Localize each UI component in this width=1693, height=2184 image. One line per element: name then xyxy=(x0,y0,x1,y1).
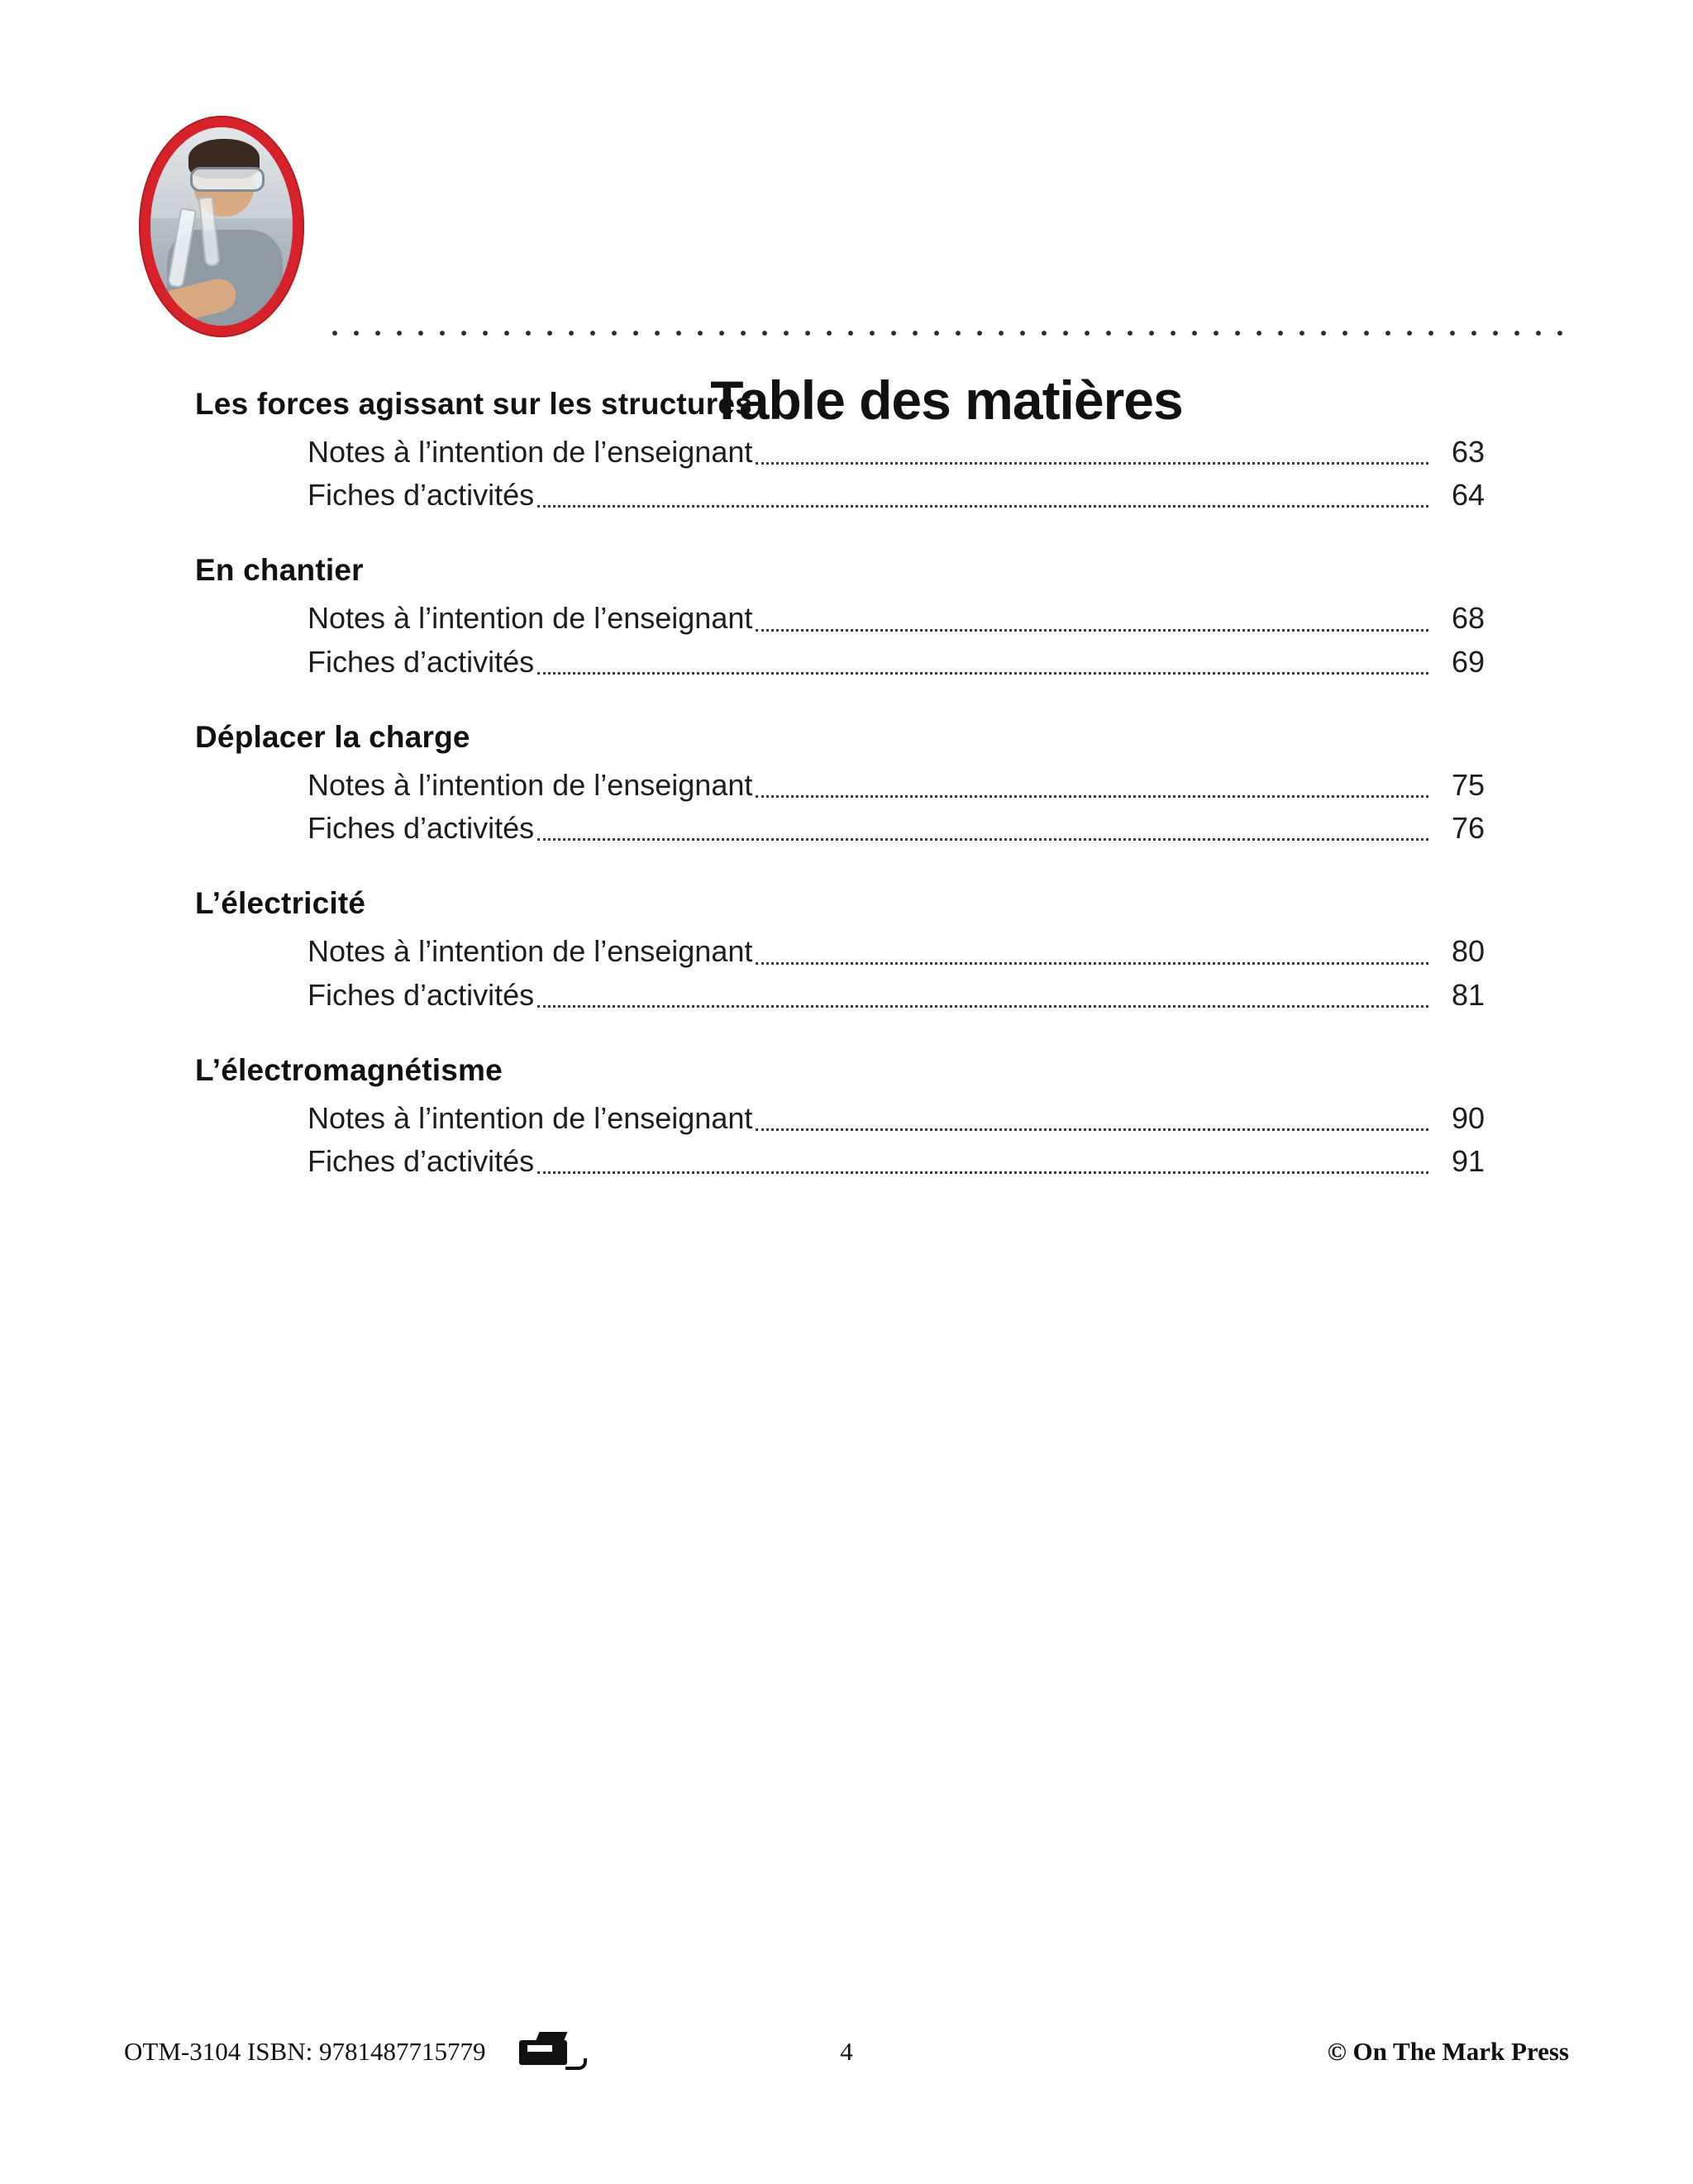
toc-section-title: En chantier xyxy=(195,553,364,588)
avatar xyxy=(139,116,304,337)
header-dotted-rule xyxy=(324,329,1569,337)
toc-section xyxy=(195,886,1485,1014)
toc-leader-dots xyxy=(756,629,1428,632)
toc-leader-dots xyxy=(537,505,1428,508)
toc-entry[interactable] xyxy=(308,1142,1485,1181)
toc-entry[interactable] xyxy=(308,432,1485,472)
footer-copyright: © On The Mark Press xyxy=(1327,2037,1569,2066)
toc-entry-label: Notes à l’intention de l’enseignant xyxy=(308,601,753,636)
toc-entry-label: Notes à l’intention de l’enseignant xyxy=(308,1100,753,1135)
toc-entry[interactable] xyxy=(308,642,1485,682)
toc-leader-dots xyxy=(756,795,1428,798)
table-of-contents xyxy=(195,387,1485,1185)
toc-section-title: L’électromagnétisme xyxy=(195,1052,503,1087)
toc-section-title: Déplacer la charge xyxy=(195,719,470,754)
toc-entry-label: Fiches d’activités xyxy=(308,811,535,846)
toc-section xyxy=(195,387,1485,515)
toc-entry-page: 81 xyxy=(1451,977,1485,1012)
safety-goggles-icon xyxy=(190,167,265,192)
toc-entry[interactable] xyxy=(308,1099,1485,1138)
toc-leader-dots xyxy=(756,962,1428,965)
page-footer xyxy=(0,2029,1693,2078)
toc-leader-dots xyxy=(756,462,1428,465)
toc-entry-label: Fiches d’activités xyxy=(308,644,535,679)
toc-entry-label: Notes à l’intention de l’enseignant xyxy=(308,435,753,469)
toc-entry-label: Notes à l’intention de l’enseignant xyxy=(308,934,753,969)
toc-leader-dots xyxy=(756,1128,1428,1131)
toc-entry[interactable] xyxy=(308,975,1485,1015)
toc-entry[interactable] xyxy=(308,765,1485,805)
toc-section xyxy=(195,553,1485,681)
toc-entry-page: 64 xyxy=(1451,478,1485,513)
toc-entry-label: Fiches d’activités xyxy=(308,1144,535,1179)
toc-section-title: L’électricité xyxy=(195,886,366,921)
toc-leader-dots xyxy=(537,1171,1428,1174)
toc-entry[interactable] xyxy=(308,598,1485,638)
toc-entry-page: 80 xyxy=(1451,934,1485,969)
toc-section-title: Les forces agissant sur les structures xyxy=(195,387,752,421)
toc-entry-page: 68 xyxy=(1451,601,1485,636)
toc-entry-page: 75 xyxy=(1451,767,1485,802)
toc-entry[interactable] xyxy=(308,932,1485,971)
toc-entry-page: 69 xyxy=(1451,644,1485,679)
toc-section xyxy=(195,720,1485,848)
toc-entry-page: 90 xyxy=(1451,1100,1485,1135)
toc-entry-page: 91 xyxy=(1451,1144,1485,1179)
page-number: 4 xyxy=(840,2037,853,2066)
footer-isbn: OTM-3104 ISBN: 9781487715779 xyxy=(124,2037,486,2066)
student-science-photo xyxy=(150,127,293,326)
toc-entry[interactable] xyxy=(308,475,1485,515)
toc-leader-dots xyxy=(537,838,1428,841)
toc-entry-label: Fiches d’activités xyxy=(308,478,535,513)
toc-entry-label: Fiches d’activités xyxy=(308,977,535,1012)
toc-entry-page: 63 xyxy=(1451,435,1485,469)
toc-section xyxy=(195,1053,1485,1181)
toc-leader-dots xyxy=(537,1005,1428,1008)
toc-entry-label: Notes à l’intention de l’enseignant xyxy=(308,767,753,802)
page-title: Table des matières xyxy=(710,370,1183,431)
toc-entry[interactable] xyxy=(308,808,1485,848)
toc-leader-dots xyxy=(537,672,1428,675)
toc-entry-page: 76 xyxy=(1451,811,1485,846)
